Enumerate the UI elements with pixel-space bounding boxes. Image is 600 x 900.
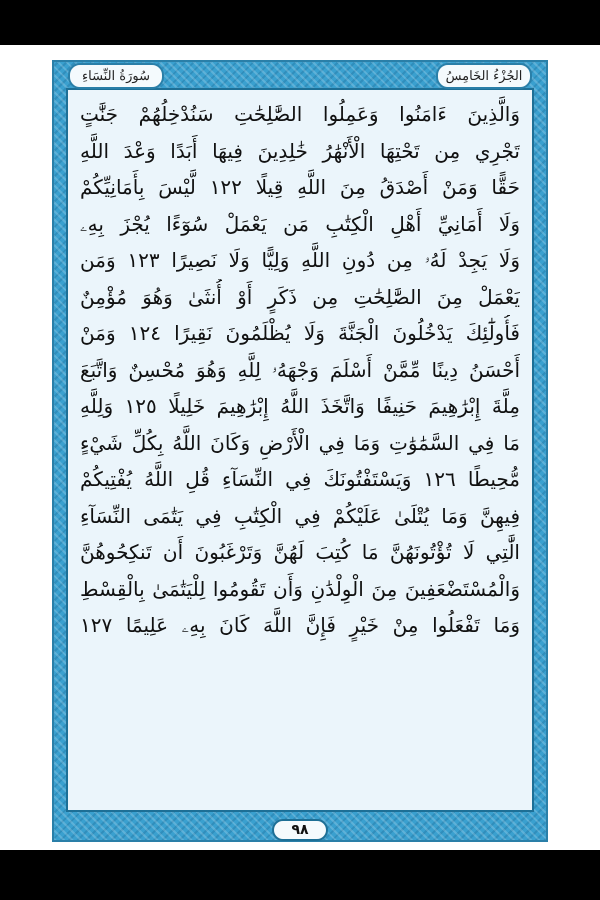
verse-line: وَالْمُسْتَضْعَفِينَ مِنَ الْوِلْدَٰنِ وَأَن تَقُومُوا لِلْيَتَٰمَىٰ بِالْقِسْطِ <box>80 576 520 601</box>
verse-line: وَالَّذِينَ ءَامَنُوا وَعَمِلُوا الصَّٰلِحَٰتِ سَنُدْخِلُهُمْ جَنَّٰتٍ <box>80 102 520 126</box>
verse-line: فِيهِنَّ وَمَا يُتْلَىٰ عَلَيْكُمْ فِي الْكِتَٰبِ فِي يَتَٰمَى النِّسَآءِ <box>80 503 520 528</box>
verse-line: مِلَّةَ إِبْرَٰهِيمَ حَنِيفًا وَاتَّخَذَ اللَّهُ إِبْرَٰهِيمَ خَلِيلًا ١٢٥ وَلِلَّهِ <box>80 394 520 418</box>
verse-line: أَحْسَنُ دِينًا مِّمَّنْ أَسْلَمَ وَجْهَهُۥ لِلَّهِ وَهُوَ مُحْسِنٌ وَاتَّبَعَ <box>80 357 520 382</box>
verse-line: يَعْمَلْ مِنَ الصَّٰلِحَٰتِ مِن ذَكَرٍ أَوْ أُنثَىٰ وَهُوَ مُؤْمِنٌ <box>80 284 520 309</box>
verse-line: حَقًّا وَمَنْ أَصْدَقُ مِنَ اللَّهِ قِيلًا ١٢٢ لَّيْسَ بِأَمَانِيِّكُمْ <box>80 175 520 199</box>
verse-line: وَمَا تَفْعَلُوا مِنْ خَيْرٍ فَإِنَّ اللَّهَ كَانَ بِهِۦ عَلِيمًا ١٢٧ <box>80 613 520 637</box>
verse-line: مَا فِي السَّمَٰوَٰتِ وَمَا فِي الْأَرْضِ وَكَانَ اللَّهُ بِكُلِّ شَيْءٍ <box>80 430 520 455</box>
verse-line: وَلَا أَمَانِيِّ أَهْلِ الْكِتَٰبِ مَن يَعْمَلْ سُوٓءًا يُجْزَ بِهِۦ <box>80 211 520 236</box>
juz-label: الجُزْءُ الخَامِسُ <box>436 63 532 89</box>
verse-line: فَأُولَٰٓئِكَ يَدْخُلُونَ الْجَنَّةَ وَلَا يُظْلَمُونَ نَقِيرًا ١٢٤ وَمَنْ <box>80 321 520 345</box>
verse-line: تَجْرِي مِن تَحْتِهَا الْأَنْهَٰرُ خَٰلِدِينَ فِيهَا أَبَدًا وَعْدَ اللَّهِ <box>80 138 520 163</box>
verse-line: وَلَا يَجِدْ لَهُۥ مِن دُونِ اللَّهِ وَلِيًّا وَلَا نَصِيرًا ١٢٣ وَمَن <box>80 248 520 272</box>
verse-line: مُّحِيطًا ١٢٦ وَيَسْتَفْتُونَكَ فِي النِّسَآءِ قُلِ اللَّهُ يُفْتِيكُمْ <box>80 467 520 491</box>
page-number: ٩٨ <box>272 819 328 841</box>
verse-text <box>80 96 520 644</box>
surah-label: سُورَةُ النِّسَاءِ <box>68 63 164 89</box>
verse-line: الَّٰتِي لَا تُؤْتُونَهُنَّ مَا كُتِبَ لَهُنَّ وَتَرْغَبُونَ أَن تَنكِحُوهُنَّ <box>80 540 520 564</box>
